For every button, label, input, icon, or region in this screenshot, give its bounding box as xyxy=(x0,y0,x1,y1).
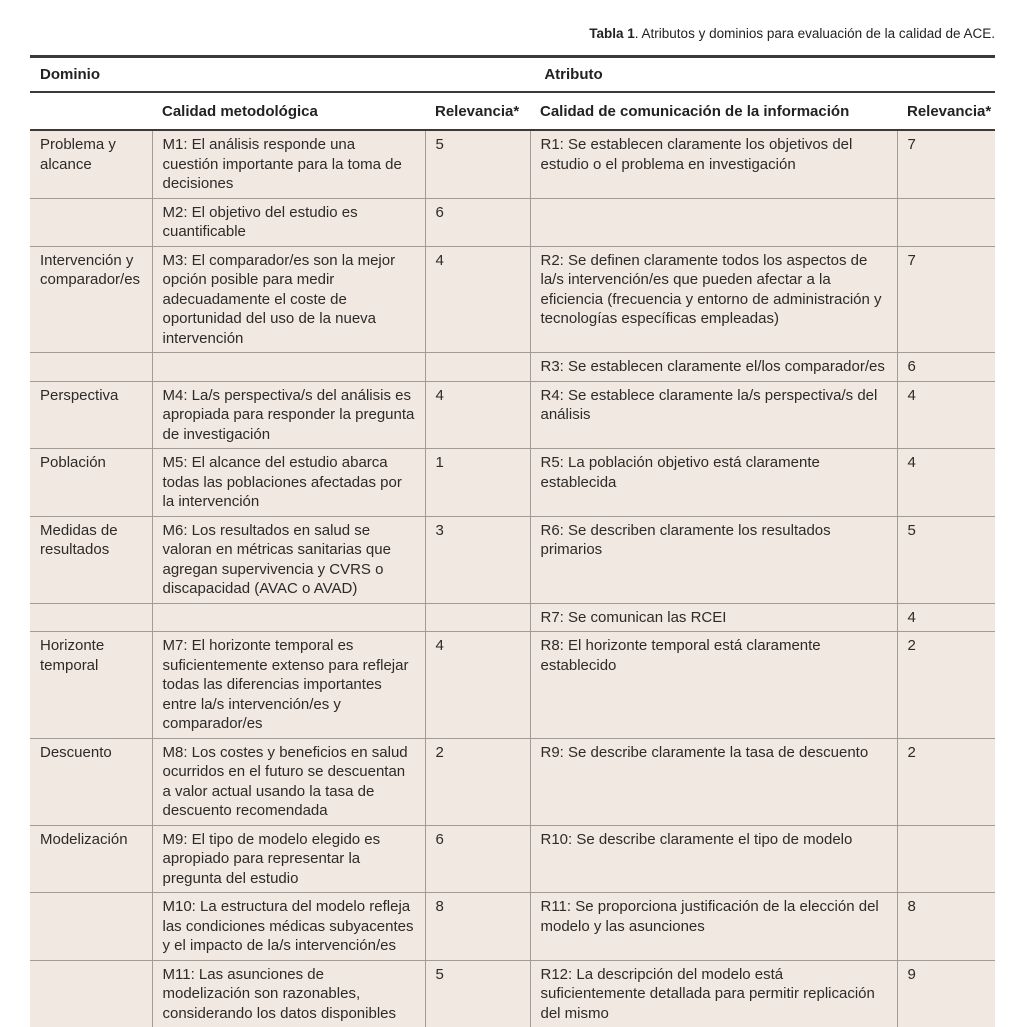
methodology-cell: M2: El objetivo del estudio es cuantificable xyxy=(152,198,425,246)
methodology-relevance-cell: 6 xyxy=(425,198,530,246)
table-row xyxy=(30,632,995,739)
communication-relevance-cell: 5 xyxy=(897,516,995,603)
communication-cell: R1: Se establecen claramente los objetivos del estudio o el problema en investigación xyxy=(530,130,897,198)
methodology-relevance-cell xyxy=(425,353,530,382)
table-row xyxy=(30,246,995,353)
table-body xyxy=(30,130,995,1027)
communication-cell: R11: Se proporciona justificación de la elección del modelo y las asunciones xyxy=(530,893,897,961)
communication-relevance-cell: 8 xyxy=(897,893,995,961)
domain-cell xyxy=(30,603,152,632)
communication-relevance-cell xyxy=(897,825,995,893)
domain-cell: Horizonte temporal xyxy=(30,632,152,739)
table-caption xyxy=(589,26,995,41)
domain-cell: Problema y alcance xyxy=(30,130,152,198)
table-row xyxy=(30,738,995,825)
methodology-cell: M4: La/s perspectiva/s del análisis es apropiada para responder la pregunta de investigación xyxy=(152,381,425,449)
subheader-calidad-comunicacion: Calidad de comunicación de la información xyxy=(530,92,897,130)
table-row xyxy=(30,449,995,517)
communication-relevance-cell xyxy=(897,198,995,246)
communication-cell: R8: El horizonte temporal está claramente establecido xyxy=(530,632,897,739)
communication-cell: R10: Se describe claramente el tipo de modelo xyxy=(530,825,897,893)
communication-cell: R4: Se establece claramente la/s perspectiva/s del análisis xyxy=(530,381,897,449)
domain-cell: Intervención y comparador/es xyxy=(30,246,152,353)
communication-relevance-cell: 4 xyxy=(897,603,995,632)
communication-cell: R7: Se comunican las RCEI xyxy=(530,603,897,632)
communication-cell: R9: Se describe claramente la tasa de descuento xyxy=(530,738,897,825)
header-dominio: Dominio xyxy=(30,57,152,93)
domain-cell: Descuento xyxy=(30,738,152,825)
communication-cell: R12: La descripción del modelo está suficientemente detallada para permitir replicación del mismo xyxy=(530,960,897,1027)
methodology-relevance-cell: 3 xyxy=(425,516,530,603)
communication-cell xyxy=(530,198,897,246)
methodology-relevance-cell: 4 xyxy=(425,246,530,353)
table-row xyxy=(30,353,995,382)
methodology-relevance-cell xyxy=(425,603,530,632)
methodology-relevance-cell: 2 xyxy=(425,738,530,825)
methodology-cell: M1: El análisis responde una cuestión importante para la toma de decisiones xyxy=(152,130,425,198)
methodology-relevance-cell: 4 xyxy=(425,632,530,739)
domain-cell: Medidas de resultados xyxy=(30,516,152,603)
methodology-cell: M3: El comparador/es son la mejor opción posible para medir adecuadamente el coste de oportunidad del uso de la nueva intervención xyxy=(152,246,425,353)
methodology-cell: M8: Los costes y beneficios en salud ocurridos en el futuro se descuentan a valor actual usando la tasa de descuento recomendada xyxy=(152,738,425,825)
header-atributo: Atributo xyxy=(152,57,995,93)
methodology-cell: M10: La estructura del modelo refleja las condiciones médicas subyacentes y el impacto de la/s intervención/es xyxy=(152,893,425,961)
methodology-cell: M11: Las asunciones de modelización son razonables, considerando los datos disponibles xyxy=(152,960,425,1027)
communication-cell: R2: Se definen claramente todos los aspectos de la/s intervención/es que pueden afectar a la eficiencia (frecuencia y entorno de administración y tecnologías específicas empleadas) xyxy=(530,246,897,353)
domain-cell xyxy=(30,960,152,1027)
communication-relevance-cell: 7 xyxy=(897,246,995,353)
communication-relevance-cell: 4 xyxy=(897,449,995,517)
table-row xyxy=(30,198,995,246)
communication-cell: R5: La población objetivo está claramente establecida xyxy=(530,449,897,517)
table-row xyxy=(30,893,995,961)
communication-cell: R6: Se describen claramente los resultados primarios xyxy=(530,516,897,603)
methodology-cell xyxy=(152,603,425,632)
table-row xyxy=(30,516,995,603)
methodology-relevance-cell: 4 xyxy=(425,381,530,449)
subheader-relevancia-metodologica: Relevancia* xyxy=(425,92,530,130)
table-row xyxy=(30,960,995,1027)
methodology-relevance-cell: 5 xyxy=(425,960,530,1027)
communication-relevance-cell: 9 xyxy=(897,960,995,1027)
methodology-cell: M6: Los resultados en salud se valoran en métricas sanitarias que agregan supervivencia y CVRS o discapacidad (AVAC o AVAD) xyxy=(152,516,425,603)
subheader-calidad-metodologica: Calidad metodológica xyxy=(152,92,425,130)
methodology-cell xyxy=(152,353,425,382)
communication-relevance-cell: 6 xyxy=(897,353,995,382)
table-caption-number: Tabla 1 xyxy=(589,26,635,41)
methodology-cell: M7: El horizonte temporal es suficientemente extenso para reflejar todas las diferencias importantes entre la/s intervención/es y comparador/es xyxy=(152,632,425,739)
communication-relevance-cell: 7 xyxy=(897,130,995,198)
subheader-relevancia-comunicacion: Relevancia* xyxy=(897,92,995,130)
header-row-sub xyxy=(30,92,995,130)
table-row xyxy=(30,825,995,893)
domain-cell: Población xyxy=(30,449,152,517)
communication-relevance-cell: 2 xyxy=(897,738,995,825)
subheader-empty xyxy=(30,92,152,130)
domain-cell xyxy=(30,353,152,382)
domain-cell: Modelización xyxy=(30,825,152,893)
communication-relevance-cell: 4 xyxy=(897,381,995,449)
table-header xyxy=(30,57,995,131)
domain-cell xyxy=(30,198,152,246)
domain-cell: Perspectiva xyxy=(30,381,152,449)
table-row xyxy=(30,381,995,449)
methodology-relevance-cell: 5 xyxy=(425,130,530,198)
table-row xyxy=(30,130,995,198)
methodology-relevance-cell: 6 xyxy=(425,825,530,893)
header-row-top xyxy=(30,57,995,93)
methodology-relevance-cell: 1 xyxy=(425,449,530,517)
communication-cell: R3: Se establecen claramente el/los comparador/es xyxy=(530,353,897,382)
table-row xyxy=(30,603,995,632)
methodology-cell: M5: El alcance del estudio abarca todas las poblaciones afectadas por la intervención xyxy=(152,449,425,517)
methodology-relevance-cell: 8 xyxy=(425,893,530,961)
methodology-cell: M9: El tipo de modelo elegido es apropiado para representar la pregunta del estudio xyxy=(152,825,425,893)
table-caption-text: . Atributos y dominios para evaluación de la calidad de ACE. xyxy=(634,26,995,41)
domain-cell xyxy=(30,893,152,961)
quality-attributes-table xyxy=(30,55,995,1027)
communication-relevance-cell: 2 xyxy=(897,632,995,739)
